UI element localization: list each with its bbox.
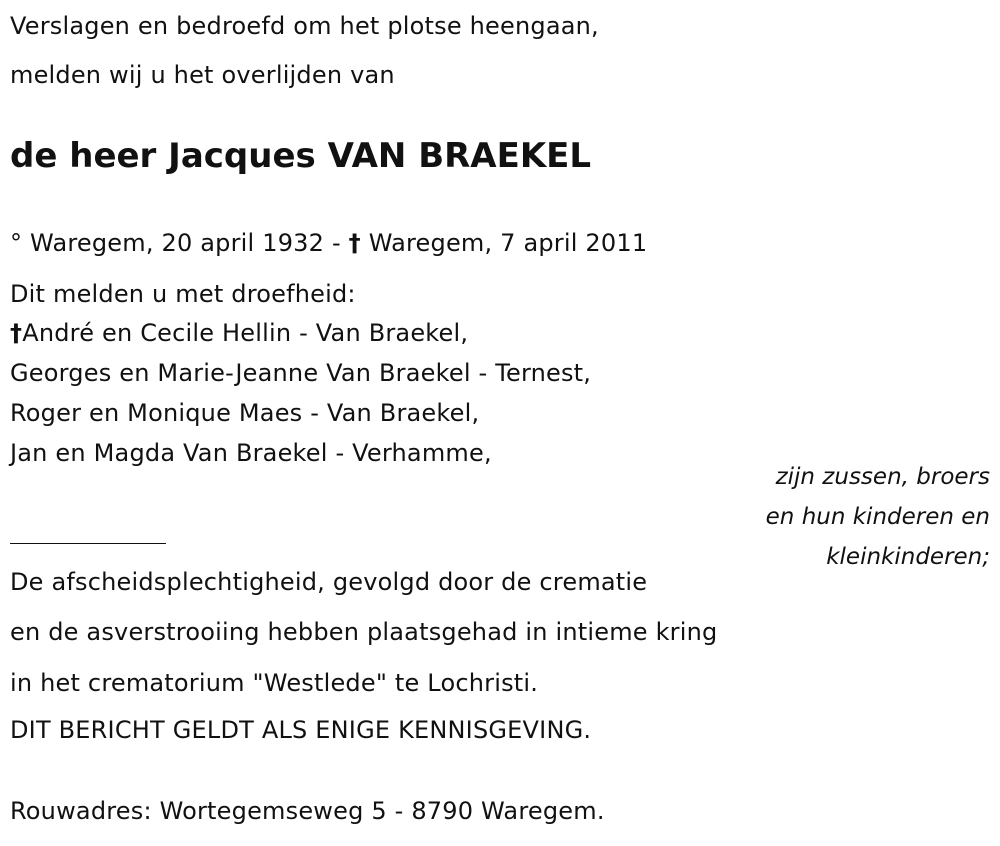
death-info: Waregem, 7 april 2011 (368, 229, 648, 257)
mourning-address: Rouwadres: Wortegemseweg 5 - 8790 Waregem. (10, 797, 605, 825)
intro-line-1: Verslagen en bedroefd om het plotse heengaan, (10, 12, 599, 40)
birth-info: Waregem, 20 april 1932 - (30, 229, 341, 257)
family-member (10, 398, 479, 428)
ceremony-line-3: in het crematorium "Westlede" te Lochristi. (10, 669, 539, 697)
family-member-text: André en Cecile Hellin - Van Braekel, (22, 319, 469, 347)
family-member-text: Jan en Magda Van Braekel - Verhamme, (10, 439, 492, 467)
intro-line-2: melden wij u het overlijden van (10, 61, 395, 89)
death-cross-icon: † (348, 229, 361, 257)
separator-line (10, 543, 166, 544)
ceremony-line-2: en de asverstrooiing hebben plaatsgehad in intieme kring (10, 618, 718, 646)
family-member (10, 438, 492, 468)
family-intro: Dit melden u met droefheid: (10, 280, 356, 308)
life-dates (10, 228, 647, 258)
family-member (10, 358, 591, 388)
birth-mark: ° (10, 229, 23, 257)
relation-note-line-3: kleinkinderen; (826, 544, 990, 570)
family-member-text: Roger en Monique Maes - Van Braekel, (10, 399, 480, 427)
cross-icon: † (10, 319, 23, 347)
relation-note-line-1: zijn zussen, broers (775, 464, 990, 490)
deceased-name: de heer Jacques VAN BRAEKEL (10, 136, 592, 176)
family-member-text: Georges en Marie-Jeanne Van Braekel - Ternest, (10, 359, 592, 387)
family-member (10, 318, 468, 348)
relation-note-line-2: en hun kinderen en (765, 504, 990, 530)
ceremony-line-1: De afscheidsplechtigheid, gevolgd door de crematie (10, 568, 648, 596)
official-notice: DIT BERICHT GELDT ALS ENIGE KENNISGEVING. (10, 716, 592, 744)
